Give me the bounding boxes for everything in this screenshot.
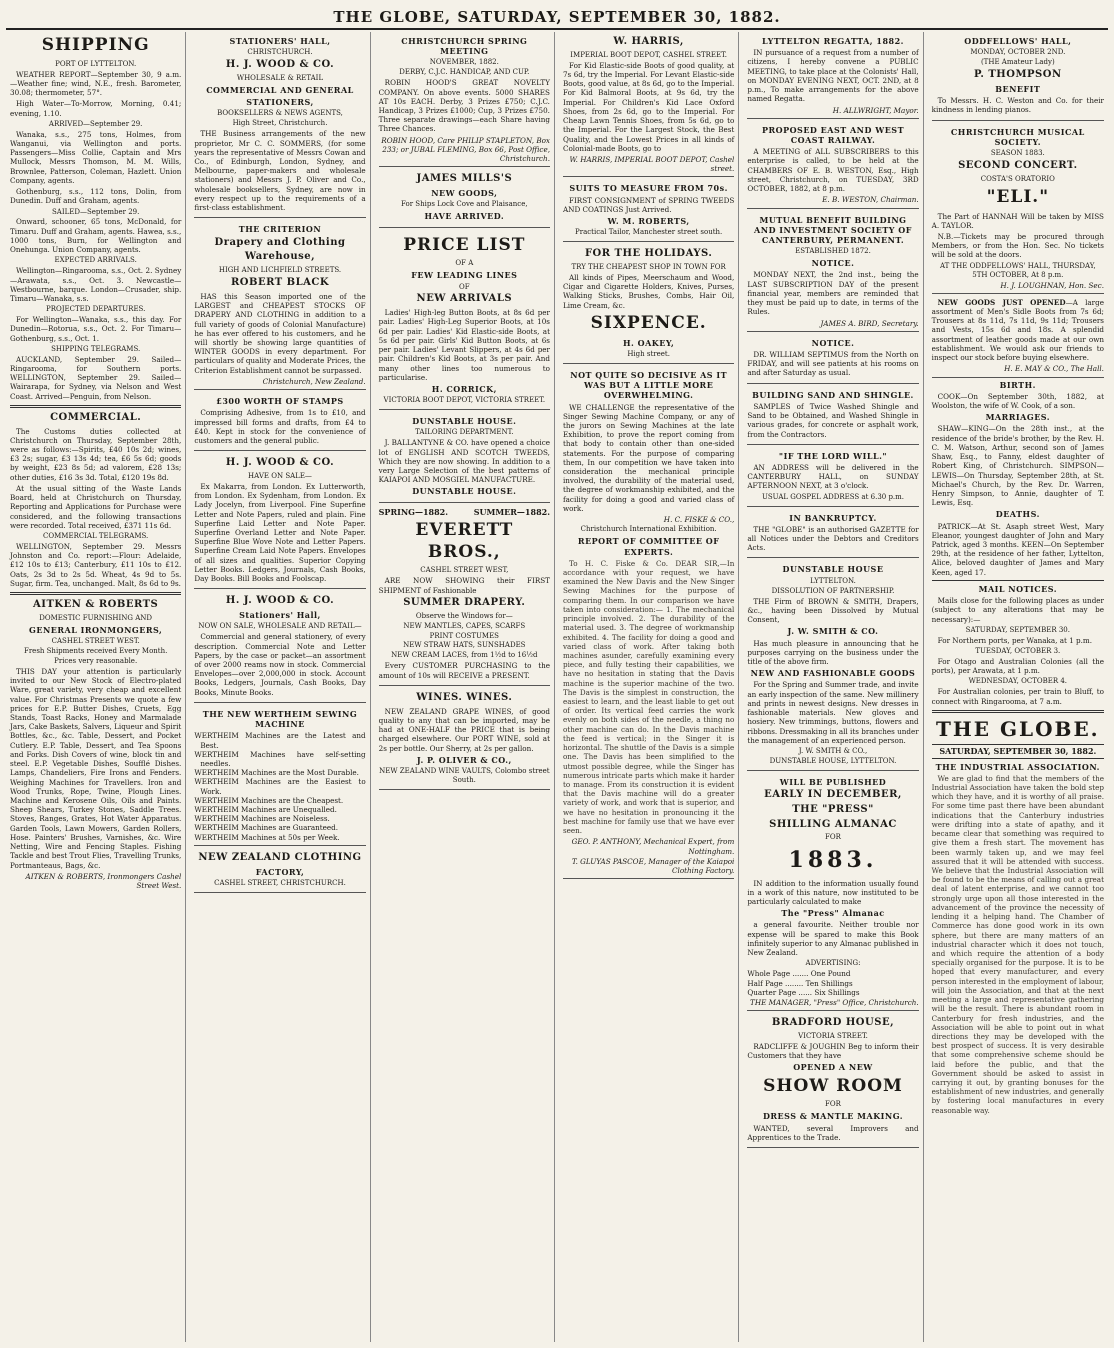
wertheim-item: WERTHEIM Machines are the Most Durable. bbox=[194, 768, 359, 778]
column-6 bbox=[928, 32, 1108, 1342]
stationers-line-4: BOOKSELLERS & NEWS AGENTS, bbox=[217, 109, 343, 118]
almanac-sign: THE MANAGER, "Press" Office, Christchurch. bbox=[750, 997, 919, 1007]
oddfellows-sub: (THE Amateur Lady) bbox=[980, 58, 1055, 67]
aitken-street: CASHEL STREET WEST. bbox=[51, 637, 140, 646]
wines-heading: WINES. WINES. bbox=[416, 691, 513, 703]
bankruptcy-heading: IN BANKRUPTCY. bbox=[789, 512, 877, 523]
columns bbox=[6, 32, 1108, 1342]
price-list-sign: H. CORRICK, bbox=[431, 384, 497, 394]
stationers-heading: STATIONERS' HALL, bbox=[229, 36, 331, 46]
musical-sign: H. J. LOUGHNAN, Hon. Sec. bbox=[1000, 280, 1104, 290]
divider bbox=[932, 710, 1104, 713]
almanac-rate: Half Page ........ Ten Shillings bbox=[747, 978, 853, 988]
stationers-ad bbox=[194, 32, 365, 218]
harris-body: For Kid Elastic-side Boots of good quality, at 7s 6d, try the Imperial. For Levant Elastic-side Boots, good value, at 8s 6d, go to the Imperial. For Kid Balmoral Boots, at 9s 6d, try the Imperial. For Children's Kid Lace Oxford Shoes, from 2s 6d, go to the Imperial. For Cheap Lawn Tennis Shoes, from 5s 6d, go to the Imperial. For the Largest Stock, the Best Quality, and the Lowest Prices in all kinds of Colonial-made Boots, go to bbox=[562, 60, 735, 153]
price-list-sub-3: OF bbox=[459, 282, 470, 291]
projected-text: For Wellington—Wanaka, s.s., this day. For Dunedin—Rotorua, s.s., Oct. 2. For Timaru—Gothenburg, s.s., Oct. 1. bbox=[10, 315, 182, 343]
masthead-title: THE GLOBE, SATURDAY, SEPTEMBER 30, 1882. bbox=[333, 8, 781, 26]
oddfellows-ad bbox=[932, 32, 1104, 121]
aitken-sub: DOMESTIC FURNISHING AND bbox=[39, 613, 153, 622]
marriages-heading: MARRIAGES. bbox=[985, 412, 1051, 423]
mutual-sub: ESTABLISHED 1872. bbox=[795, 247, 871, 256]
mail-heading: MAIL NOTICES. bbox=[978, 583, 1058, 594]
divider bbox=[10, 405, 181, 408]
suits-ad bbox=[563, 179, 734, 242]
stamps-heading: £300 WORTH OF STAMPS bbox=[216, 396, 344, 407]
musical-eli: "ELI." bbox=[986, 186, 1050, 207]
arrived-text-2: Gothenburg, s.s., 112 tons, Dolin, from Dunedin. Duff and Graham, agents. bbox=[10, 187, 182, 206]
high-water: High Water—To-Morrow, Morning, 0.41; evening, 1.10. bbox=[10, 99, 182, 118]
musical-part: The Part of HANNAH Will be taken by MISS A. TAYLOR. bbox=[931, 211, 1104, 230]
mutual-sign: JAMES A. BIRD, Secretary. bbox=[820, 318, 919, 328]
regatta-body: IN pursuance of a request from a number of citizens, I hereby convene a PUBLIC MEETING, to take place at the Colonists' Hall, on MONDAY EVENING NEXT, OCT. 2ND, at 8 p.m., To make arrangements for the above named Regatta. bbox=[747, 48, 919, 104]
harris-sign: W. HARRIS, IMPERIAL BOOT DEPOT, Cashel street. bbox=[569, 154, 735, 174]
everett-heading: EVERETT BROS., bbox=[415, 519, 514, 562]
nz-clothing-ad bbox=[194, 848, 365, 893]
commercial-heading: COMMERCIAL. bbox=[50, 411, 142, 423]
wood-sale-body: Ex Makarra, from London. Ex Lutterworth, from London. Ex Sydenham, from London. Ex Lady Jocelyn, from Liverpool. Fine Superfine Letter and Note Papers, ruled and plain. Fine Superfine Laid Letter and Note Paper. Superfine Overland Letter and Note Paper. Superfine Blue Wove Note and Letter Papers. Superfine Cream Laid Note Papers. Envelopes of all sizes and qualities. Superior Copying Letter Books. Ledgers, Journals, Cash Books, Day Books. Bill Books and Foolscap. bbox=[194, 481, 366, 584]
mail-tue: TUESDAY, OCTOBER 3. bbox=[975, 646, 1061, 655]
holidays-ad bbox=[563, 244, 734, 364]
new-goods-sign: H. E. MAY & CO., The Hall. bbox=[1004, 364, 1104, 374]
bradford-sub: VICTORIA STREET. bbox=[798, 1031, 868, 1040]
mail-tue-text: For Otago and Australian Colonies (all the ports), per Arawata, at 1 p.m. bbox=[931, 656, 1104, 676]
column-2 bbox=[190, 32, 370, 1342]
industrial-body: We are glad to find that the members of the Industrial Association have taken the bold step which they have, and it is worthy of all praise. For some time past there have been abundant indications that the Canterbury industries were drifting into a state of apathy, and it became clear that something was required to give them a fresh start. The movement has been warmly taken up, and we may feel assured that it will be attended with success. We believe that the Industrial Association will be found to be the means of calling out a great deal of latent enterprise, and we cannot too strongly urge upon all those interested in the advancement of the province the necessity of lending it a helping hand. The Chamber of Commerce has done good work in its own sphere, but there are many matters of an industrial character which it does not touch, and which require the attention of a body specially organised for the purpose. It is to be hoped that every manufacturer, and every person interested in the employment of labour, will join the Association, and that at the next meeting a large and representative gathering will be the result. There is abundant room in Canterbury for fresh industries, and the Association will be able to point out in what directions they may be developed with the best prospect of success. It is very desirable that some comprehensive scheme should be laid before the public, and that the Government should be asked to assist in carrying it out, by granting bonuses for the establishment of new industries, and generally by fostering local manufactures in every reasonable way. bbox=[931, 773, 1104, 1115]
aitken-shipments: Fresh Shipments received Every Month. bbox=[23, 647, 168, 655]
musical-venue: AT THE ODDFELLOWS' HALL, THURSDAY, 5TH OCTOBER, At 8 p.m. bbox=[939, 261, 1096, 279]
wertheim-item: WERTHEIM Machines are the Easiest to Work. bbox=[194, 777, 366, 796]
price-list-sub-4: NEW ARRIVALS bbox=[416, 293, 513, 305]
bradford-dress: DRESS & MANTLE MAKING. bbox=[762, 1111, 904, 1122]
price-list-body: Ladies' High-leg Button Boots, at 8s 6d per pair. Ladies' High-Leg Superior Boots, at 10s 6d per pair. Ladies' Kid Elastic-side Boots, at 5s 6d per pair. Girls' Kid Button Boots, at 6s per pair. Ladies' Levant Slippers, at 4s 6d per pair. Children's Kid Boots, at 3s per pair. And many other lines too numerous to particularise. bbox=[378, 308, 550, 382]
dunstable-house-body-2: Has much pleasure in announcing that he purposes carrying on the business under the title of the above firm. bbox=[747, 638, 919, 666]
stationers-firm: H. J. WOOD & CO. bbox=[225, 59, 335, 71]
dunstable-house-heading: DUNSTABLE HOUSE bbox=[782, 564, 884, 575]
railway-ad bbox=[747, 121, 918, 209]
lord-body: AN ADDRESS will be delivered in the CANTERBURY HALL, on SUNDAY AFTERNOON NEXT, at 3 o'clock. bbox=[747, 462, 919, 491]
wood-hall-sub: Stationers' Hall, bbox=[239, 610, 321, 621]
holidays-heading: FOR THE HOLIDAYS. bbox=[584, 248, 713, 260]
wertheim-item: WERTHEIM Machines are Unequalled. bbox=[194, 805, 337, 815]
globe-date: SATURDAY, SEPTEMBER 30, 1882. bbox=[932, 744, 1104, 758]
spring-summer-ad bbox=[379, 505, 550, 686]
criterion-title-2: Drapery and Clothing bbox=[214, 236, 346, 248]
everett-body: ARE NOW SHOWING their FIRST SHIPMENT of Fashionable bbox=[378, 576, 550, 595]
stationers-line-2: COMMERCIAL AND GENERAL bbox=[206, 84, 354, 95]
holidays-sub: TRY THE CHEAPEST SHOP IN TOWN FOR bbox=[571, 263, 726, 272]
masthead bbox=[6, 4, 1108, 30]
stamps-body: Comprising Adhesive, from 1s to £10, and impressed bill forms and drafts, from £4 to £40. Kept in stock for the convenience of customers and the general public. bbox=[194, 408, 366, 445]
dunstable-house-body: THE Firm of BROWN & SMITH, Drapers, &c., having been Dissolved by Mutual Consent, bbox=[747, 596, 919, 625]
criterion-streets: HIGH AND LICHFIELD STREETS. bbox=[218, 266, 342, 275]
wertheim-item: WERTHEIM Machines have self-setting needles. bbox=[194, 749, 366, 768]
wertheim-item: WERTHEIM Machines are the Latest and Best. bbox=[194, 731, 366, 750]
mail-body: Mails close for the following places as under (subject to any alterations that may be necessary):— bbox=[931, 596, 1104, 624]
almanac-line-4: SHILLING ALMANAC bbox=[769, 818, 897, 830]
dunstable-house-new: NEW AND FASHIONABLE GOODS bbox=[750, 668, 916, 679]
sewing-report: REPORT OF COMMITTEE OF EXPERTS. bbox=[577, 536, 720, 557]
mutual-heading: MUTUAL BENEFIT BUILDING AND INVESTMENT SOCIETY OF CANTERBURY, PERMANENT. bbox=[754, 214, 912, 246]
wines-body: NEW ZEALAND GRAPE WINES, of good quality to any that can be imported, may be had at ONE-HALF the PRICE that is being charged elsewhere. Our PORT WINE, sold at 2s per bottle. Our Sherry, at 2s per gallon. bbox=[378, 706, 550, 753]
bradford-opened: OPENED A NEW bbox=[793, 1062, 873, 1073]
sailed-text: Onward, schooner, 65 tons, McDonald, for Timaru. Duff and Graham, agents. Hawea, s.s., 1000 tons, Burn, for Wellington and Onehunga. Union Company, agents. bbox=[10, 217, 182, 255]
holidays-body: All kinds of Pipes, Meerschaum and Wood, Cigar and Cigarette Holders, Knives, Purses, Walking Sticks, Brushes, Combs, Hair Oil, Lime Cream, &c. bbox=[562, 272, 735, 310]
musical-heading: CHRISTCHURCH MUSICAL SOCIETY. bbox=[950, 126, 1085, 147]
mills-sub-2: For Ships Lock Cove and Plaisance, bbox=[401, 200, 528, 209]
harris-heading: W. HARRIS, bbox=[613, 36, 684, 47]
mail-sat: SATURDAY, SEPTEMBER 30. bbox=[965, 625, 1070, 634]
wood-sale-sub: HAVE ON SALE— bbox=[248, 471, 312, 480]
oddfellows-body: To Messrs. H. C. Weston and Co. for their kindness in lending pianos. bbox=[931, 96, 1104, 115]
mail-wed-text: For Australian colonies, per train to Bluff, to connect with Ringarooma, at 7 a.m. bbox=[931, 687, 1104, 706]
dunstable-sign: DUNSTABLE HOUSE. bbox=[412, 486, 517, 497]
almanac-adv: ADVERTISING: bbox=[805, 959, 861, 968]
nz-clothing-heading: NEW ZEALAND CLOTHING bbox=[198, 851, 362, 863]
sewing-sign: H. C. FISKE & CO., bbox=[663, 515, 735, 525]
lord-sub: USUAL GOSPEL ADDRESS at 6.30 p.m. bbox=[761, 492, 905, 501]
wertheim-item: WERTHEIM Machines are the Cheapest. bbox=[194, 795, 344, 805]
aitken-sign: AITKEN & ROBERTS, Ironmongers Cashel Street West. bbox=[25, 871, 182, 890]
price-list-sub-2: FEW LEADING LINES bbox=[411, 270, 518, 281]
holidays-big: SIXPENCE. bbox=[590, 312, 707, 333]
dunstable-house-sub: LYTTELTON. bbox=[810, 576, 856, 585]
wood-hall-heading: H. J. WOOD & CO. bbox=[225, 595, 335, 607]
almanac-rate: Whole Page ....... One Pound bbox=[747, 969, 851, 979]
column-5 bbox=[743, 32, 923, 1342]
deaths-body: PATRICK—At St. Asaph street West, Mary Eleanor, youngest daughter of John and Mary Patrick, aged 3 months. KEEN—On September 29th, at the residence of her father, Lyttelton, Alice, beloved daughter of James and Mary Keen, aged 17. bbox=[931, 521, 1104, 577]
mills-ad bbox=[379, 169, 550, 227]
everett-big: SUMMER DRAPERY. bbox=[403, 596, 526, 608]
column-4 bbox=[559, 32, 739, 1342]
sand-ad bbox=[747, 386, 918, 445]
dunstable-house-sign-3: DUNSTABLE HOUSE, LYTTELTON. bbox=[769, 756, 897, 765]
wines-ad bbox=[379, 688, 550, 790]
dunstable-house-ad bbox=[747, 560, 918, 770]
everett-item: NEW MANTLES, CAPES, SCARFS bbox=[403, 621, 526, 630]
criterion-ad bbox=[194, 220, 365, 390]
wertheim-ad bbox=[194, 705, 365, 846]
criterion-place: Christchurch, New Zealand. bbox=[262, 376, 366, 386]
railway-body: A MEETING of ALL SUBSCRIBERS to this enterprise is called, to be held at the CHAMBERS OF E. B. WESTON, Esq., High street, Christchurch, on TUESDAY, 3RD OCTOBER, 1882, at 8 p.m. bbox=[747, 147, 919, 194]
bradford-for: FOR bbox=[825, 1100, 841, 1109]
almanac-line-2: EARLY IN DECEMBER, bbox=[764, 789, 902, 801]
stationers-body: THE Business arrangements of the new proprietor, Mr C. C. SOMMERS, (for some years the representative of Messrs Cowan and Co., of Edinburgh, London, Sydney, and Melbourne, paper-makers and wholesale stationers) and Messrs J. P. Oliver and Co., wholesale booksellers, Sydney, are now in every respect up to the requirements of a first-class establishment. bbox=[194, 129, 366, 213]
aitken-prices: Prices very reasonable. bbox=[54, 656, 138, 665]
dunstable-heading: DUNSTABLE HOUSE. bbox=[412, 416, 517, 427]
column-3 bbox=[375, 32, 555, 1342]
aitken-body: THIS DAY your attention is particularly invited to our New Stock of Electro-plated Ware, great variety, very cheap and excellent value. For Christmas Presents we quote a few prices for E.P. Butter Dishes, Cruets, Egg Stands, Toast Racks, Honey and Marmalade Jars, Cake Baskets, Salvers, Liqueur and Spirit Bottles, &c., &c. Table, Dessert, and Pocket Cutlery. E.P. Table, Dessert, and Tea Spoons and Forks. Dish Covers of wine, block tin and steel. E.P. Vegetable Dishes, Soufflé Dishes. Lamps, Chandeliers, Fire Irons and Fenders. Weighing Machines for Travellers. Iron and Wood Trunks, Rope, Twine, Plough Lines. Machine and Kerosene Oils, Oils and Paints. Sheep Shears, Turkey Stones, Saddle Trees. Stoves, Ranges, Grates, Hot Water Apparatus. Garden Tools, Lawn Mowers, Garden Rollers, Hose. Painters' Brushes, Varnishes, &c. Wire Netting, Wire and Fencing Staples. Fishing Tackle and best Trout Flies, Travelling Trunks, Portmanteaus, Bags, &c. bbox=[10, 666, 182, 870]
almanac-ad bbox=[747, 773, 918, 1011]
arrived-text: Wanaka, s.s., 275 tons, Holmes, from Wanganui, via Wellington and ports. Passengers—Miss Collie, Captain and Mrs Mullock, Messrs Thomson, M. M. Wills, Brownlee, Patterson, Coleman, Hazlett. Union Company, agents. bbox=[10, 129, 182, 185]
everett-footer: Every CUSTOMER PURCHASING to the amount of 10s will RECEIVE a PRESENT. bbox=[378, 661, 550, 680]
everett-item: NEW CREAM LACES, from 1½d to 16½d bbox=[391, 651, 538, 660]
port-heading: PORT OF LYTTELTON. bbox=[55, 59, 137, 68]
dunstable-house-sub-2: DISSOLUTION OF PARTNERSHIP. bbox=[771, 586, 895, 595]
dunstable-house-body-3: For the Spring and Summer trade, and invite an early inspection of the same. New millinery and prints in newest designs. New dresses in fashionable materials. New gloves and hosiery. New trimmings, buttons, flowers and ribbons. Dressmaking in all its branches under the management of an experienced person. bbox=[747, 680, 919, 745]
expected-text: Wellington—Ringarooma, s.s., Oct. 2. Sydney—Arawata, s.s., Oct. 3. Newcastle—Westbourne, barque. London—Crusader, ship. Timaru—Wanaka, s.s. bbox=[10, 266, 182, 303]
wertheim-item: WERTHEIM Machines at 50s per Week. bbox=[194, 832, 340, 842]
musical-concert: SECOND CONCERT. bbox=[958, 160, 1078, 172]
racing-ad bbox=[379, 32, 550, 167]
expected-heading: EXPECTED ARRIVALS. bbox=[54, 256, 137, 265]
almanac-line-5: FOR bbox=[825, 833, 841, 842]
new-goods-text bbox=[932, 298, 1104, 363]
regatta-heading: LYTTELTON REGATTA, 1882. bbox=[762, 36, 904, 46]
stationers-sub: WHOLESALE & RETAIL bbox=[236, 73, 324, 82]
stationers-city: CHRISTCHURCH. bbox=[247, 48, 313, 57]
mills-sub-3: HAVE ARRIVED. bbox=[424, 211, 505, 222]
aitken-heading: AITKEN & ROBERTS bbox=[33, 599, 159, 611]
oddfellows-date: MONDAY, OCTOBER 2ND. bbox=[970, 48, 1066, 57]
dunstable-body: J. BALLANTYNE & CO. have opened a choice lot of ENGLISH AND SCOTCH TWEEDS, Which they are now showing. In addition to a very Large Selection of the best patterns of KAIAPOI AND MOSGIEL MANUFACTURE. bbox=[378, 438, 550, 485]
lord-heading: "IF THE LORD WILL." bbox=[778, 450, 888, 461]
divider bbox=[932, 580, 1104, 581]
holidays-sign: H. OAKEY, bbox=[622, 337, 675, 348]
racing-heading: CHRISTCHURCH SPRING MEETING bbox=[401, 36, 528, 57]
holidays-sign-2: High street. bbox=[627, 349, 670, 358]
arrived-heading: ARRIVED—September 29. bbox=[48, 119, 143, 128]
musical-ad bbox=[932, 123, 1104, 294]
stamps-ad bbox=[194, 392, 365, 451]
wood-sale-ad bbox=[194, 453, 365, 589]
railway-heading: PROPOSED EAST AND WEST COAST RAILWAY. bbox=[761, 124, 905, 145]
stationers-address: High Street, Christchurch. bbox=[232, 119, 328, 128]
aitken-sub-2: GENERAL IRONMONGERS, bbox=[29, 624, 163, 635]
shipping-telegrams-text: AUCKLAND, September 29. Sailed—Ringarooma, for Southern ports. WELLINGTON, September 29. Sailed—Wairarapa, for Sydney, via Nelson and West Coast. Arrived—Penguin, from Nelson. bbox=[10, 354, 182, 401]
sewing-sign-3: GEO. P. ANTHONY, Mechanical Expert, from Nottingham. bbox=[571, 837, 735, 856]
almanac-title: The "Press" Almanac bbox=[781, 908, 885, 919]
lord-ad bbox=[747, 447, 918, 507]
summer-label: SUMMER—1882. bbox=[473, 506, 550, 517]
almanac-year: 1883. bbox=[788, 847, 878, 874]
wertheim-item: WERTHEIM Machines are Guaranteed. bbox=[194, 823, 339, 833]
musical-body: N.B.—Tickets may be procured through Members, or from the Hon. Sec. No tickets will be sold at the doors. bbox=[931, 231, 1104, 260]
weather-report: WEATHER REPORT—September 30, 9 a.m.—Weather fine; wind, N.E., fresh. Barometer, 30.08; thermometer, 57°. bbox=[10, 69, 182, 98]
shipping-heading: SHIPPING bbox=[41, 35, 150, 55]
suits-body: FIRST CONSIGNMENT of SPRING TWEEDS AND COATINGS Just Arrived. bbox=[562, 195, 735, 214]
criterion-title-3: Warehouse, bbox=[244, 251, 316, 263]
sewing-sign-2: Christchurch International Exhibition. bbox=[580, 525, 717, 534]
birth-heading: BIRTH. bbox=[999, 379, 1036, 390]
wood-hall-body: Commercial and general stationery, of every description. Commercial Note and Letter Papers, by the case or packet—an assortment of over 2000 reams now in stock. Commercial Envelopes—over 2,000,000 in stock. Account Books, Ledgers, Journals, Cash Books, Day Books, Minute Books. bbox=[194, 632, 366, 697]
mail-wed: WEDNESDAY, OCTOBER 4. bbox=[968, 677, 1068, 686]
oddfellows-name: P. THOMPSON bbox=[974, 69, 1062, 81]
spring-summer-row bbox=[379, 507, 550, 517]
dunstable-house-sign-2: J. W. SMITH & CO., bbox=[798, 746, 868, 755]
wertheim-item: WERTHEIM Machines are Noiseless. bbox=[194, 814, 330, 824]
nz-clothing-sub: FACTORY, bbox=[255, 866, 305, 877]
notice-heading: NOTICE. bbox=[811, 337, 855, 348]
wood-hall-sub-2: NOW ON SALE, WHOLESALE AND RETAIL— bbox=[198, 622, 362, 631]
everett-item: PRINT COSTUMES bbox=[429, 631, 499, 640]
column-1 bbox=[6, 32, 186, 1342]
sailed-heading: SAILED—September 29. bbox=[52, 207, 140, 216]
almanac-body-2: a general favourite. Neither trouble nor expense will be spared to make this Book infinitely superior to any Almanac published in New Zealand. bbox=[747, 920, 919, 958]
wines-sign: J. P. OLIVER & CO., bbox=[416, 754, 512, 765]
bradford-body: RADCLIFFE & JOUGHIN Beg to inform their Customers that they have bbox=[747, 1041, 919, 1061]
almanac-line-1: WILL BE PUBLISHED bbox=[779, 776, 887, 787]
sand-body: SAMPLES of Twice Washed Shingle and Sand to be Obtained, and Washed Shingle in various grades, for concrete or asphalt work, from the Contractors. bbox=[747, 401, 919, 439]
dunstable-sub: TAILORING DEPARTMENT. bbox=[415, 428, 514, 437]
bradford-ad bbox=[747, 1013, 918, 1148]
commercial-text-2: At the usual sitting of the Waste Lands Board, held at Christchurch on Thursday, Reporting and Applications for Purchase were considered, and the following transactions were recorded. Total received, £371 11s 6d. bbox=[10, 483, 182, 530]
notice-body: DR. WILLIAM SEPTIMUS from the North on FRIDAY, and will see patients at his rooms on and after Saturday as usual. bbox=[747, 349, 919, 378]
price-list-sign-2: VICTORIA BOOT DEPOT, VICTORIA STREET. bbox=[383, 396, 546, 405]
globe-title: THE GLOBE. bbox=[935, 716, 1100, 741]
bradford-heading: BRADFORD HOUSE, bbox=[771, 1017, 895, 1029]
suits-heading: SUITS TO MEASURE FROM 70s. bbox=[569, 183, 728, 194]
sewing-ad bbox=[563, 366, 734, 879]
sewing-heading: NOT QUITE SO DECISIVE AS IT WAS BUT A LITTLE MORE OVERWHELMING. bbox=[570, 369, 728, 401]
nz-clothing-street: CASHEL STREET, CHRISTCHURCH. bbox=[214, 878, 346, 887]
divider bbox=[10, 592, 181, 595]
wood-sale-heading: H. J. WOOD & CO. bbox=[225, 457, 335, 469]
criterion-body: HAS this Season imported one of the LARGEST and CHEAPEST STOCKS OF DRAPERY AND CLOTHING in addition to a full variety of goods of Colonial Manufacture) he has ever offered to his customers, and he will shortly be showing large quantities of WINTER GOODS in every department. For particulars of quality and Moderate Prices, the Criterion Establishment cannot be surpassed. bbox=[194, 291, 366, 375]
price-list-heading: PRICE LIST bbox=[403, 234, 526, 255]
oddfellows-heading: ODDFELLOWS' HALL, bbox=[964, 36, 1072, 46]
racing-sign: ROBIN HOOD, Care PHILIP STAPLETON, Box 233; or JUBAL FLEMING, Box 66, Post Office, Christchurch. bbox=[381, 135, 550, 164]
industrial-heading: THE INDUSTRIAL ASSOCIATION. bbox=[935, 761, 1100, 772]
projected-heading: PROJECTED DEPARTURES. bbox=[46, 305, 146, 314]
harris-sub: IMPERIAL BOOT DEPOT, CASHEL STREET. bbox=[570, 50, 728, 59]
notice-ad bbox=[747, 334, 918, 384]
mail-sat-text: For Northern ports, per Wanaka, at 1 p.m. bbox=[937, 635, 1093, 645]
almanac-line-3: THE "PRESS" bbox=[792, 803, 874, 815]
mutual-body: MONDAY NEXT, the 2nd inst., being the LAST SUBSCRIPTION DAY of the present financial year, members are reminded that they must be paid up to date, in terms of the Rules. bbox=[747, 270, 919, 317]
sewing-body: WE CHALLENGE the representative of the Singer Sewing Machine Company, or any of the jurors on Sewing Machines at the late Exhibition, to prove the report coming from that body to contain other than one-sided statements. For the purpose of comparing them, In our competition we have taken into consideration the mechanical principle involved, the durability of the material used, the degree of workmanship exhibited, and the facility for doing a good and varied class of work. bbox=[562, 402, 735, 513]
sewing-sign-4: T. GLUYAS PASCOE, Manager of the Kaiapoi Clothing Factory. bbox=[571, 856, 735, 875]
racing-sub-2: DERBY, C.J.C. HANDICAP, AND CUP. bbox=[399, 68, 530, 77]
criterion-title: THE CRITERION bbox=[238, 224, 322, 235]
oddfellows-sub-2: BENEFIT bbox=[995, 83, 1041, 94]
commercial-text-1: The Customs duties collected at Christchurch on Thursday, September 28th, were as follows:—Spirits, £40 10s 2d; wines, £3 2s; sugar, £3 13s 4d; tea, £6 5s 6d; goods by weight, £23 8s 5d; ad valorem, £28 13s; other duties, £16 3s 3d. Total, £120 19s 8d. bbox=[10, 426, 182, 482]
stationers-line-3: STATIONERS, bbox=[246, 97, 314, 108]
birth-body: COOK—On September 30th, 1882, at Woolston, the wife of W. Cook, of a son. bbox=[931, 391, 1104, 410]
bradford-wanted: WANTED, several Improvers and Apprentices to the Trade. bbox=[747, 1123, 919, 1142]
mutual-ad bbox=[747, 211, 918, 332]
bradford-show: SHOW ROOM bbox=[763, 1075, 903, 1096]
almanac-rate: Quarter Page ...... Six Shillings bbox=[747, 987, 860, 997]
commercial-telegrams-text: WELLINGTON, September 29. Messrs Johnston and Co. report:—Flour: Adelaide, £12 10s to £13; Canterbury, £11 10s to £12. Oats, 2s 3d to 2s 5d. Wheat, 4s 9d to 5s. Sugar, firm. Tea, unchanged. Malt, 8s 6d to 9s. bbox=[10, 541, 182, 588]
shipping-telegrams-heading: SHIPPING TELEGRAMS. bbox=[51, 344, 141, 353]
railway-sign: E. B. WESTON, Chairman. bbox=[822, 195, 919, 205]
new-goods-ad bbox=[932, 296, 1104, 378]
musical-oratorio: COSTA'S ORATORIO bbox=[980, 174, 1055, 183]
almanac-body: IN addition to the information usually found in a work of this nature, now instituted to be particularly calculated to make bbox=[747, 878, 919, 907]
spring-label: SPRING—1882. bbox=[378, 506, 449, 517]
regatta-ad bbox=[747, 32, 918, 119]
commercial-telegrams-heading: COMMERCIAL TELEGRAMS. bbox=[43, 532, 149, 541]
regatta-sign: H. ALLWRIGHT, Mayor. bbox=[832, 105, 919, 115]
sand-heading: BUILDING SAND AND SHINGLE. bbox=[752, 389, 914, 400]
suits-sign: W. M. ROBERTS, bbox=[607, 216, 690, 227]
racing-body: ROBIN HOOD'S GREAT NOVELTY COMPANY. On above events. 5000 SHARES AT 10s EACH. Derby, 3 Prizes £750; C.J.C. Handicap, 3 Prizes £1000; Cup, 3 Prizes £750. Three separate drawings—each Share having Three Chances. bbox=[378, 78, 550, 134]
mutual-notice: NOTICE. bbox=[811, 258, 855, 269]
dunstable-house-sign: J. W. SMITH & CO. bbox=[787, 626, 879, 637]
criterion-name: ROBERT BLACK bbox=[230, 277, 330, 289]
wines-sign-2: NEW ZEALAND WINE VAULTS, Colombo street South. bbox=[379, 766, 550, 784]
bankruptcy-ad bbox=[747, 509, 918, 559]
wood-hall-ad bbox=[194, 591, 365, 703]
new-goods-heading: NEW GOODS JUST OPENED bbox=[937, 297, 1066, 307]
mills-sub: NEW GOODS, bbox=[431, 188, 498, 199]
wertheim-heading: THE NEW WERTHEIM SEWING MACHINE bbox=[202, 708, 358, 730]
sewing-body-2: To H. C. Fiske & Co. DEAR SIR,—In accordance with your request, we have examined the New Davis and the New Singer Sewing Machines for the purpose of comparing them. In our comparison we have taken into consideration:— 1. The mechanical principle involved. 2. The durability of the material used. 3. The degree of workmanship exhibited. 4. The facility for doing a good and varied class of work. After taking both machines asunder, carefully examining every piece, and fully testing their capabilities, we have no hesitation in stating that the Davis machine is the superior machine of the two. The Davis is the simplest in construction, the easiest to learn, and the least liable to get out of order. Its vertical feed carries the work evenly on both sides of the needle, a thing no other machine can do. In the Davis machine the feed is vertical; in the Singer it is horizontal. The shuttle of the Davis is a simple one. The Davis has been simplified to the utmost possible degree, while the Singer has numerous intricate parts which make it harder to manage. From its construction it is evident that the Davis machine will do a greater variety of work, and work that is superior, and we have no hesitation in pronouncing it the best machine for family use that we have ever seen. bbox=[562, 558, 735, 836]
everett-observe: Observe the Windows for— bbox=[415, 611, 513, 620]
racing-sub: NOVEMBER, 1882. bbox=[429, 58, 499, 67]
deaths-heading: DEATHS. bbox=[995, 509, 1040, 520]
marriages-body: SHAW—KING—On the 28th inst., at the residence of the bride's brother, by the Rev. H. C. M. Watson, Arthur, second son of James Shaw, Esq., to Fanny, eldest daughter of Robert King, of Christchurch. SIMPSON—LEWIS—On Thursday, September 28th, at St. Michael's Church, by the Rev. Dr. Warren, Henry Simpson, to Annie, daughter of T. Lewis, Esq. bbox=[931, 424, 1104, 508]
price-list-ad bbox=[379, 230, 550, 411]
everett-item: NEW STRAW HATS, SUNSHADES bbox=[403, 641, 526, 650]
mills-heading: JAMES MILLS'S bbox=[416, 173, 513, 185]
bankruptcy-body: THE "GLOBE" is an authorised GAZETTE for all Notices under the Debtors and Creditors Acts. bbox=[747, 524, 919, 553]
harris-ad bbox=[563, 32, 734, 177]
new-goods-body: —A large assortment of Men's Sidle Boots from 7s 6d; Trousers at 8s 11d, 7s 11d, 9s 11d; Trousers and Vests, 15s 6d and 18s. A splendid assortment of leather goods made at our own establishment. We would ask our friends to inspect our stock before buying elsewhere. bbox=[931, 297, 1104, 363]
suits-sign-2: Practical Tailor, Manchester street south. bbox=[575, 228, 723, 237]
price-list-sub: OF A bbox=[455, 259, 474, 268]
dunstable-ad bbox=[379, 412, 550, 503]
everett-street: CASHEL STREET WEST, bbox=[420, 566, 509, 575]
musical-season: SEASON 1883. bbox=[990, 149, 1045, 158]
